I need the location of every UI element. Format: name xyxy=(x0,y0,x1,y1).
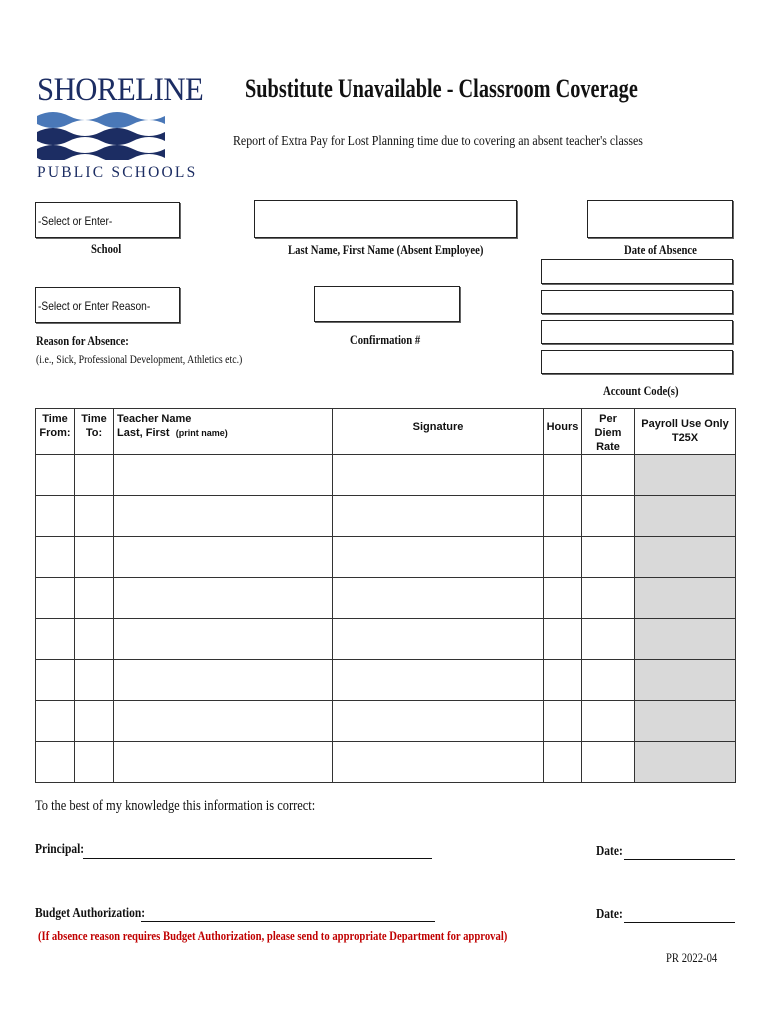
account-code-field-1[interactable] xyxy=(541,259,733,284)
time-from-cell[interactable] xyxy=(36,537,75,578)
time-to-cell[interactable] xyxy=(75,537,114,578)
payroll-cell xyxy=(635,496,736,537)
account-code-field-3[interactable] xyxy=(541,320,733,344)
teacher-name-cell[interactable] xyxy=(114,455,333,496)
page-title: Substitute Unavailable - Classroom Coverage xyxy=(245,74,638,103)
signature-cell[interactable] xyxy=(333,496,544,537)
payroll-cell xyxy=(635,701,736,742)
budget-date-line[interactable] xyxy=(624,922,735,923)
date-of-absence-label: Date of Absence xyxy=(624,242,697,257)
teacher-name-cell[interactable] xyxy=(114,496,333,537)
payroll-header: Payroll Use Only xyxy=(641,418,729,430)
per-diem-cell[interactable] xyxy=(582,496,635,537)
teacher-name-cell[interactable] xyxy=(114,701,333,742)
time-to-cell[interactable] xyxy=(75,578,114,619)
principal-date-line[interactable] xyxy=(624,859,735,860)
col-signature: Signature xyxy=(333,409,544,455)
budget-date-label: Date: xyxy=(596,907,623,922)
absent-employee-name-label: Last Name, First Name (Absent Employee) xyxy=(288,242,484,257)
budget-signature-line[interactable] xyxy=(141,921,435,922)
payroll-code: T25X xyxy=(671,432,699,444)
per-diem-cell[interactable] xyxy=(582,455,635,496)
absent-employee-name-field[interactable] xyxy=(254,200,517,238)
teacher-sub-label: Last, First xyxy=(117,427,170,439)
time-to-cell[interactable] xyxy=(75,701,114,742)
signature-cell[interactable] xyxy=(333,619,544,660)
table-row xyxy=(36,496,736,537)
reason-hint: (i.e., Sick, Professional Development, Athletics etc.) xyxy=(36,352,243,366)
confirmation-number-label: Confirmation # xyxy=(350,332,421,347)
table-header-row xyxy=(36,409,736,455)
reason-label: Reason for Absence: xyxy=(36,333,129,348)
signature-cell[interactable] xyxy=(333,701,544,742)
waves-logo-icon xyxy=(37,108,165,160)
col-time-to: Time To: xyxy=(75,409,114,455)
time-to-cell[interactable] xyxy=(75,496,114,537)
budget-note: (If absence reason requires Budget Authorization, please send to appropriate Department for approval) xyxy=(38,928,508,943)
budget-authorization-label: Budget Authorization: xyxy=(35,906,146,921)
hours-cell[interactable] xyxy=(544,701,582,742)
col-teacher-name xyxy=(114,409,333,455)
logo-subtitle: PUBLIC SCHOOLS xyxy=(37,164,198,181)
payroll-cell xyxy=(635,578,736,619)
hours-cell[interactable] xyxy=(544,537,582,578)
hours-cell[interactable] xyxy=(544,496,582,537)
payroll-cell xyxy=(635,455,736,496)
per-diem-cell[interactable] xyxy=(582,742,635,783)
signature-cell[interactable] xyxy=(333,742,544,783)
teacher-name-cell[interactable] xyxy=(114,537,333,578)
table-row xyxy=(36,619,736,660)
teacher-name-header: Teacher Name xyxy=(117,413,192,425)
col-time-from: Time From: xyxy=(36,409,75,455)
form-code: PR 2022-04 xyxy=(666,950,718,965)
payroll-cell xyxy=(635,537,736,578)
time-to-cell[interactable] xyxy=(75,742,114,783)
time-from-cell[interactable] xyxy=(36,496,75,537)
hours-cell[interactable] xyxy=(544,660,582,701)
teacher-sub-header xyxy=(114,426,332,440)
teacher-name-cell[interactable] xyxy=(114,578,333,619)
account-code-field-2[interactable] xyxy=(541,290,733,314)
account-code-field-4[interactable] xyxy=(541,350,733,374)
teacher-print-label: (print name) xyxy=(175,428,228,438)
teacher-name-cell[interactable] xyxy=(114,742,333,783)
table-row xyxy=(36,537,736,578)
principal-label: Principal: xyxy=(35,842,85,857)
per-diem-cell[interactable] xyxy=(582,660,635,701)
per-diem-cell[interactable] xyxy=(582,537,635,578)
time-to-cell[interactable] xyxy=(75,619,114,660)
page-subtitle: Report of Extra Pay for Lost Planning time due to covering an absent teacher's classes xyxy=(233,134,643,149)
col-payroll xyxy=(635,409,736,455)
time-to-cell[interactable] xyxy=(75,660,114,701)
school-select[interactable]: -Select or Enter- xyxy=(35,202,180,238)
reason-select[interactable]: -Select or Enter Reason- xyxy=(35,287,180,323)
school-label: School xyxy=(91,241,122,256)
per-diem-cell[interactable] xyxy=(582,619,635,660)
hours-cell[interactable] xyxy=(544,455,582,496)
signature-cell[interactable] xyxy=(333,578,544,619)
principal-date-label: Date: xyxy=(596,844,623,859)
table-row xyxy=(36,455,736,496)
time-from-cell[interactable] xyxy=(36,660,75,701)
table-row xyxy=(36,701,736,742)
account-codes-label: Account Code(s) xyxy=(603,383,679,398)
payroll-cell xyxy=(635,660,736,701)
signature-cell[interactable] xyxy=(333,660,544,701)
signature-cell[interactable] xyxy=(333,455,544,496)
date-of-absence-field[interactable] xyxy=(587,200,733,238)
payroll-cell xyxy=(635,619,736,660)
confirmation-number-field[interactable] xyxy=(314,286,460,322)
time-from-cell[interactable] xyxy=(36,455,75,496)
table-row xyxy=(36,742,736,783)
table-row xyxy=(36,660,736,701)
payroll-cell xyxy=(635,742,736,783)
table-row xyxy=(36,578,736,619)
time-from-cell[interactable] xyxy=(36,742,75,783)
time-from-cell[interactable] xyxy=(36,578,75,619)
signature-cell[interactable] xyxy=(333,537,544,578)
col-hours: Hours xyxy=(544,409,582,455)
principal-signature-line[interactable] xyxy=(83,858,432,859)
hours-cell[interactable] xyxy=(544,742,582,783)
coverage-table xyxy=(35,408,736,783)
certification-statement: To the best of my knowledge this information is correct: xyxy=(35,798,316,814)
hours-cell[interactable] xyxy=(544,619,582,660)
time-from-cell[interactable] xyxy=(36,701,75,742)
time-from-cell[interactable] xyxy=(36,619,75,660)
teacher-name-cell[interactable] xyxy=(114,619,333,660)
hours-cell[interactable] xyxy=(544,578,582,619)
col-per-diem: Per Diem Rate xyxy=(582,409,635,455)
per-diem-cell[interactable] xyxy=(582,578,635,619)
teacher-name-cell[interactable] xyxy=(114,660,333,701)
logo-wordmark: SHORELINE xyxy=(37,72,204,108)
per-diem-cell[interactable] xyxy=(582,701,635,742)
time-to-cell[interactable] xyxy=(75,455,114,496)
